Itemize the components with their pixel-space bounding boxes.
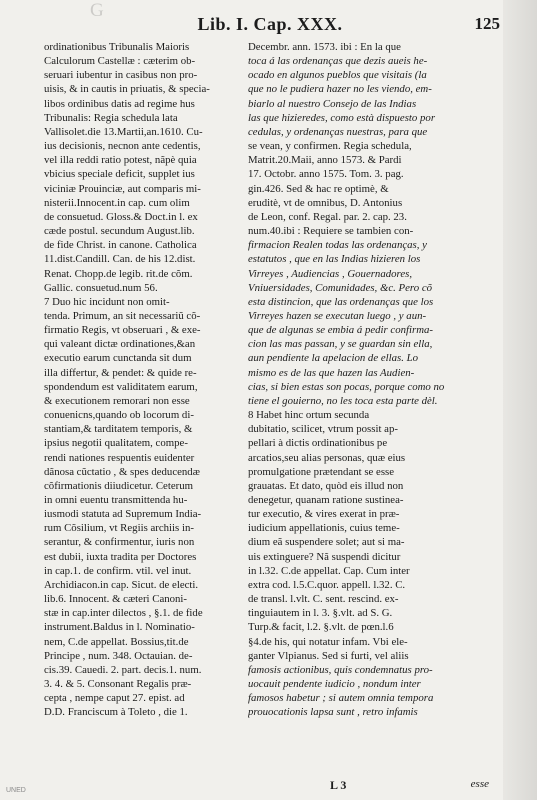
text-line: arcatios,seu alias personas, quæ eius: [248, 451, 406, 464]
text-line: firmatio Regis, vt obseruari , & exe-: [44, 324, 201, 337]
text-line: vel illa reddi ratio potest, nãpè quia: [44, 154, 197, 167]
text-line: in cap.1. de confirm. vtil. vel inut.: [44, 564, 192, 577]
text-line: rendi nationes respuentis euidenter: [44, 451, 195, 464]
text-line: ocado en algunos pueblos que visitais (la: [248, 69, 427, 82]
text-line: Principe , num. 348. Octauian. de-: [44, 649, 193, 662]
text-line: in l.32. C.de appellat. Cap. Cum inter: [248, 564, 410, 577]
text-line: viciniæ Prouinciæ, aut comparis mi-: [44, 182, 201, 195]
text-line: que de algunas se embia á pedir confirma-: [248, 324, 434, 337]
text-line: mismo es de las que hazen las Audien-: [248, 366, 415, 379]
text-line: & executionem remorari non esse: [44, 394, 190, 407]
text-line: estatutos , que en las Indias hizieren los: [248, 253, 421, 266]
text-line: in omni euentu transmittenda hu-: [44, 494, 188, 506]
text-line: que no le pudiera hazer no les viendo, em-: [248, 83, 432, 96]
text-line: lib.6. Innocent. & cæteri Canoni-: [44, 593, 188, 606]
text-line: est dubii, iuxta tradita per Doctores: [44, 550, 197, 563]
text-line: prouocationis lapsa sunt , retro infamis: [248, 706, 418, 719]
text-line: seruari iubentur in casibus non pro-: [44, 69, 198, 82]
text-line: cepta , nempe caput 27. epist. ad: [44, 692, 185, 705]
text-line: Renat. Chopp.de legib. rit.de cõm.: [44, 267, 193, 280]
text-line: cõfirmationis diiudicetur. Ceterum: [44, 479, 194, 492]
text-line: uocauit pendente iudicio , nondum inter: [248, 678, 421, 691]
page-edge-shadow: [503, 0, 537, 800]
text-line: serantur, & confirmentur, iuris non: [44, 536, 195, 549]
text-line: denegetur, quanam ratione sustinea-: [248, 494, 404, 506]
text-line: tinguiautem in l. 3. §.vlt. ad S. G.: [248, 607, 393, 620]
text-line: de consuetud. Gloss.& Doct.in l. ex: [44, 210, 198, 223]
text-line: §4.de his, qui notatur infam. Vbi ele-: [248, 635, 408, 648]
text-line: nisterii.Innocent.in cap. cum olim: [44, 196, 190, 209]
text-line: eruditè, vt de omnibus, D. Antonius: [248, 196, 403, 209]
text-line: dubitatio, scilicet, vtrum possit ap-: [248, 423, 398, 436]
text-line: instrument.Baldus in l. Nominatio-: [44, 621, 195, 634]
left-column: [44, 40, 241, 748]
text-line: rum Cõsilium, vt Regiis archiis in-: [44, 522, 194, 535]
text-line: 7 Duo hic incidunt non omit-: [44, 295, 170, 308]
text-line: 17. Octobr. anno 1575. Tom. 3. pag.: [248, 168, 404, 181]
text-line: famosis actionibus, quis condemnatus pro-: [248, 663, 433, 676]
text-line: iusmodi statuta ad Supremum India-: [44, 508, 202, 521]
text-line: cias, si bien estas son pocas, porque como no: [248, 380, 445, 393]
text-line: aun pendiente la apelacion de ellas. Lo: [248, 352, 419, 365]
text-line: spondendum est validitatem earum,: [44, 380, 198, 393]
text-line: iudicium appellationis, cuius teme-: [248, 522, 400, 535]
text-line: de transl. l.vlt. C. sent. rescind. ex-: [248, 593, 399, 606]
margin-bleed-note: [505, 240, 531, 360]
text-line: cedulas, y ordenanças nuestras, para que: [248, 125, 428, 138]
text-line: se vean, y confirmen. Regia schedula,: [248, 140, 412, 153]
text-line: Virreyes , Audiencias , Gouernadores,: [248, 267, 413, 280]
text-line: vbicius speciale deficit, supplet ius: [44, 168, 195, 181]
text-line: qui valeant dictæ ordinationes,&an: [44, 338, 196, 351]
text-line: 11.dist.Candill. Can. de his 12.dist.: [44, 253, 196, 266]
text-line: Archidiacon.in cap. Sicut. de electi.: [44, 578, 199, 591]
text-line: de fide Christ. in canone. Catholica: [44, 239, 197, 252]
text-line: conuenicns,quando ob locorum di-: [44, 409, 194, 422]
signature-mark: L 3: [330, 778, 347, 792]
text-line: promulgatione prætendant se esse: [248, 465, 395, 478]
text-line: cion las mas passan, y se guardan sin ella,: [248, 338, 433, 351]
text-line: famosos habetur ; si autem omnia tempora: [248, 692, 434, 705]
text-line: Decembr. ann. 1573. ibi : En la que: [248, 41, 401, 53]
text-line: Turp.& facit, l.2. §.vlt. de pœn.l.6: [248, 621, 394, 634]
text-line: Calculorum Castellæ : cæterim ob-: [44, 55, 196, 68]
text-line: Tribunalis: Regia schedula lata: [44, 111, 178, 124]
text-line: esta distincion, que las ordenanças que los: [248, 295, 434, 308]
text-line: biarlo al nuestro Consejo de las Indias: [248, 97, 417, 110]
text-line: dãnosa cũctatio , & spes deducendæ: [44, 465, 200, 478]
text-line: uis extinguere? Nã suspendi dicitur: [248, 550, 401, 563]
text-line: Vallisolet.die 13.Martii,an.1610. Cu-: [44, 125, 203, 138]
text-line: grauatas. Et dato, quòd eis illud non: [248, 479, 404, 492]
text-line: toca á las ordenanças que dezis aueis he-: [248, 55, 428, 68]
text-line: libos ordinibus datis ad regime hus: [44, 97, 195, 110]
running-header: [40, 14, 500, 38]
catchword: esse: [470, 778, 489, 790]
text-line: gin.426. Sed & hac re optimè, &: [248, 182, 389, 195]
text-line: executio earum cunctanda sit dum: [44, 352, 192, 365]
text-line: nem, C.de appellat. Bossius,tit.de: [44, 635, 189, 648]
text-line: las que hizieredes, como està dispuesto por: [248, 111, 436, 124]
text-line: de Leon, conf. Regal. par. 2. cap. 23.: [248, 210, 407, 223]
text-line: Virreyes hazen se executan luego , y aun-: [248, 309, 427, 322]
bleed-through-text: G: [90, 0, 108, 21]
text-line: 8 Habet hinc ortum secunda: [248, 409, 370, 422]
text-line: num.40.ibi : Requiere se tambien con-: [248, 225, 414, 238]
text-line: extra cod. l.5.C.quor. appell. l.32. C.: [248, 578, 406, 591]
text-line: ganter Vlpianus. Sed si furti, vel aliis: [248, 649, 409, 662]
right-column: [248, 40, 498, 748]
text-line: tiene el gouierno, no les toca esta parte dèl.: [248, 394, 438, 407]
text-line: dium eã suspendere solet; aut si ma-: [248, 536, 405, 549]
text-line: illa differtur, & pendet: & quide re-: [44, 366, 197, 379]
text-line: tenda. Primum, an sit necessariũ cõ-: [44, 309, 201, 322]
text-line: 3. 4. & 5. Consonant Regalis præ-: [44, 678, 192, 691]
text-line: Gallic. consuetud.num 56.: [44, 281, 158, 294]
text-line: ius decisionis, necnon ante cedentis,: [44, 140, 201, 153]
text-line: uisis, & in cautis in priuatis, & specia-: [44, 83, 210, 96]
text-line: firmacion Realen todas las ordenanças, y: [248, 239, 427, 252]
text-line: Vniuersidades, Comunidades, &c. Pero cõ: [248, 281, 433, 294]
text-line: Matrit.20.Maii, anno 1573. & Pardi: [248, 154, 402, 167]
page-title: Lib. I. Cap. XXX.: [197, 14, 343, 34]
text-line: cis.39. Cauedi. 2. part. decis.1. num.: [44, 663, 202, 676]
text-line: ordinationibus Tribunalis Maioris: [44, 41, 190, 53]
text-line: D.D. Franciscum à Toleto , die 1.: [44, 706, 188, 719]
watermark-label: UNED: [6, 787, 26, 794]
text-line: ipsius negotii qualitatem, compe-: [44, 437, 188, 450]
text-line: pellari à dictis ordinationibus pe: [248, 437, 388, 450]
folio-number: 125: [474, 14, 500, 33]
text-line: stantiam,& tarditatem temporis, &: [44, 423, 193, 436]
text-line: stæ in cap.inter dilectos , §.1. de fide: [44, 607, 203, 620]
text-line: cæde postul. secundum August.lib.: [44, 225, 195, 238]
text-line: tur executio, & vires exerat in præ-: [248, 508, 400, 521]
